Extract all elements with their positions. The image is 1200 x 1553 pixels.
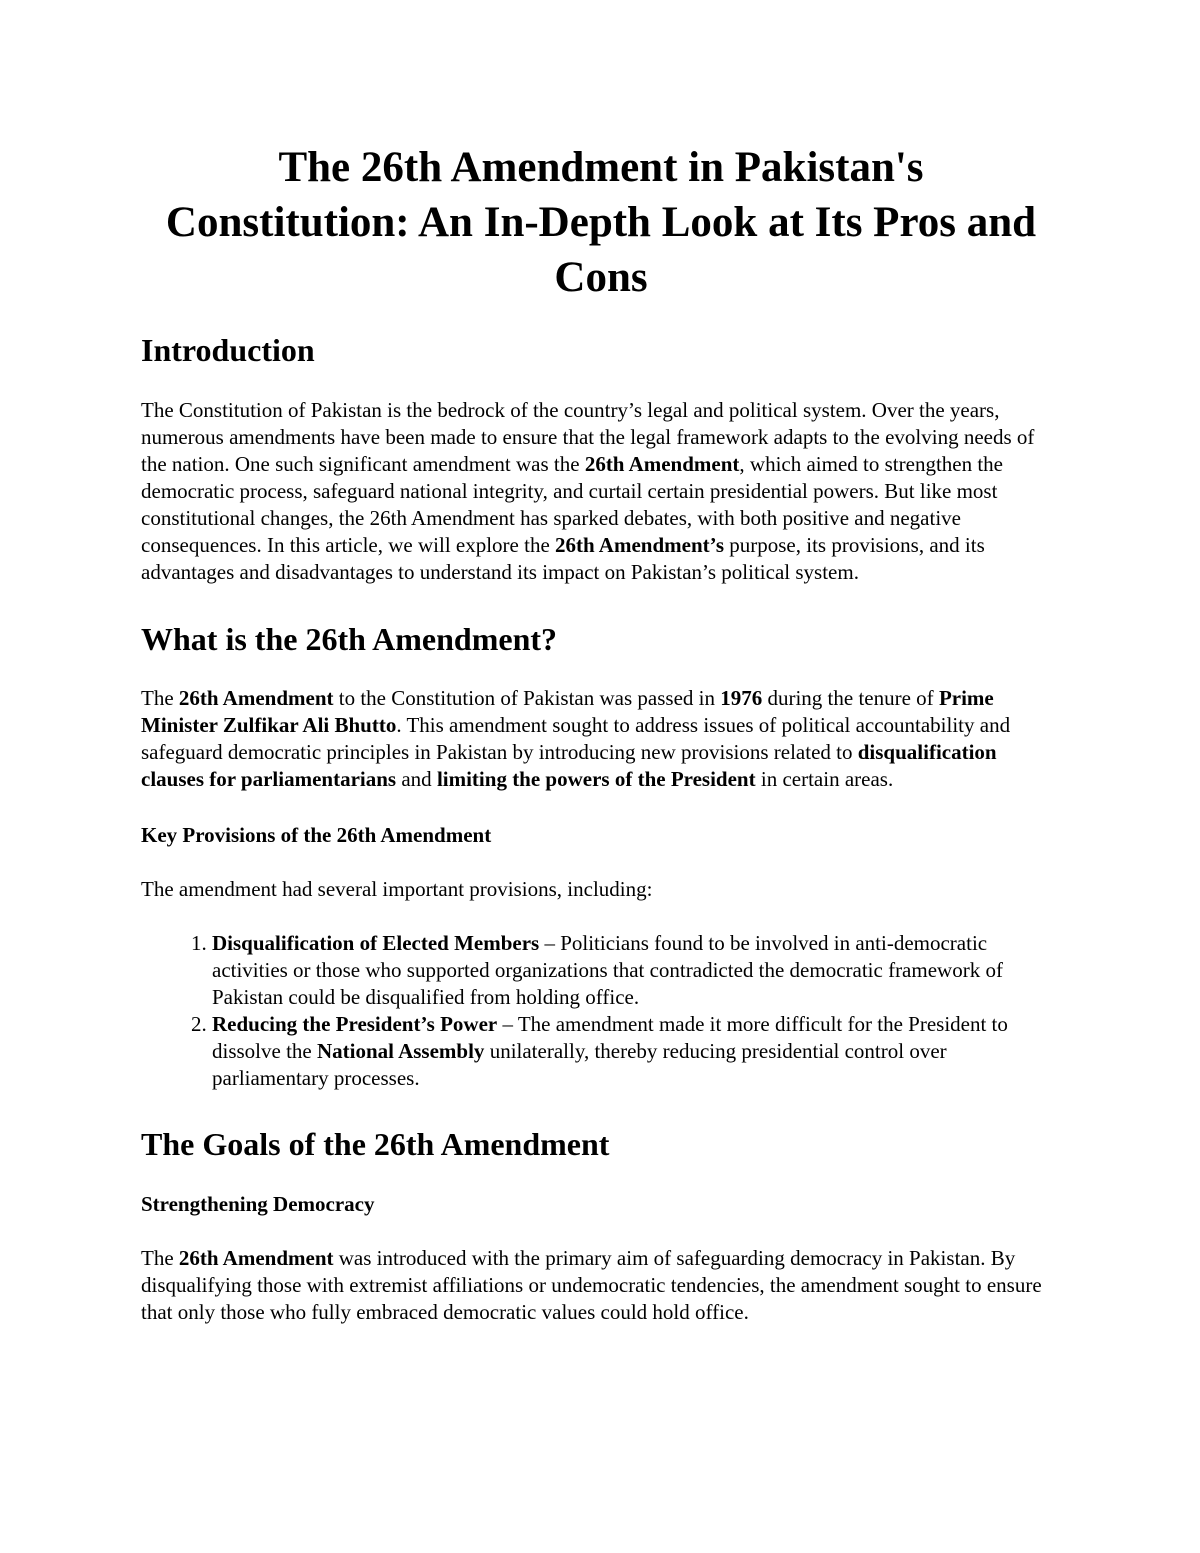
heading-key-provisions: Key Provisions of the 26th Amendment	[141, 823, 492, 847]
document-page	[141, 140, 1061, 1326]
list-item: 1. Disqualification of Elected Members – Politicians found to be involved in anti-democratic activities or those who supported organizations that contradicted the democratic framework of Pakistan could be disqualified from holding office.	[212, 930, 1061, 1011]
intro-paragraph: The Constitution of Pakistan is the bedrock of the country’s legal and political system. Over the years, numerous amendments have been made to ensure that the legal framework adapts to the evolving needs of the nation. One such significant amendment was the 26th Amendment, which aimed to strengthen the democratic process, safeguard national integrity, and curtail certain presidential powers. But like most constitutional changes, the 26th Amendment has sparked debates, with both positive and negative consequences. In this article, we will explore the 26th Amendment’s purpose, its provisions, and its advantages and disadvantages to understand its impact on Pakistan’s political system.	[141, 398, 1035, 584]
list-item: 2. Reducing the President’s Power – The amendment made it more difficult for the President to dissolve the National Assembly unilaterally, thereby reducing presidential control over parliamentary processes.	[212, 1011, 1061, 1092]
heading-goals: The Goals of the 26th Amendment	[141, 1126, 610, 1162]
heading-what-is: What is the 26th Amendment?	[141, 621, 558, 657]
heading-strengthening-democracy: Strengthening Democracy	[141, 1192, 375, 1216]
provisions-lead: The amendment had several important provisions, including:	[141, 877, 653, 901]
document-title: The 26th Amendment in Pakistan's Constitution: An In-Depth Look at Its Pros and Cons	[165, 144, 1037, 301]
heading-introduction: Introduction	[141, 332, 315, 368]
goals-paragraph: The 26th Amendment was introduced with the primary aim of safeguarding democracy in Pakistan. By disqualifying those with extremist affiliations or undemocratic tendencies, the amendment sought to ensure that only those who fully embraced democratic values could hold office.	[141, 1246, 1042, 1324]
provisions-list	[141, 930, 1061, 1092]
what-paragraph: The 26th Amendment to the Constitution of Pakistan was passed in 1976 during the tenure of Prime Minister Zulfikar Ali Bhutto. This amendment sought to address issues of political accountability and safeguard democratic principles in Pakistan by introducing new provisions related to disqualification clauses for parliamentarians and limiting the powers of the President in certain areas.	[141, 686, 1011, 791]
